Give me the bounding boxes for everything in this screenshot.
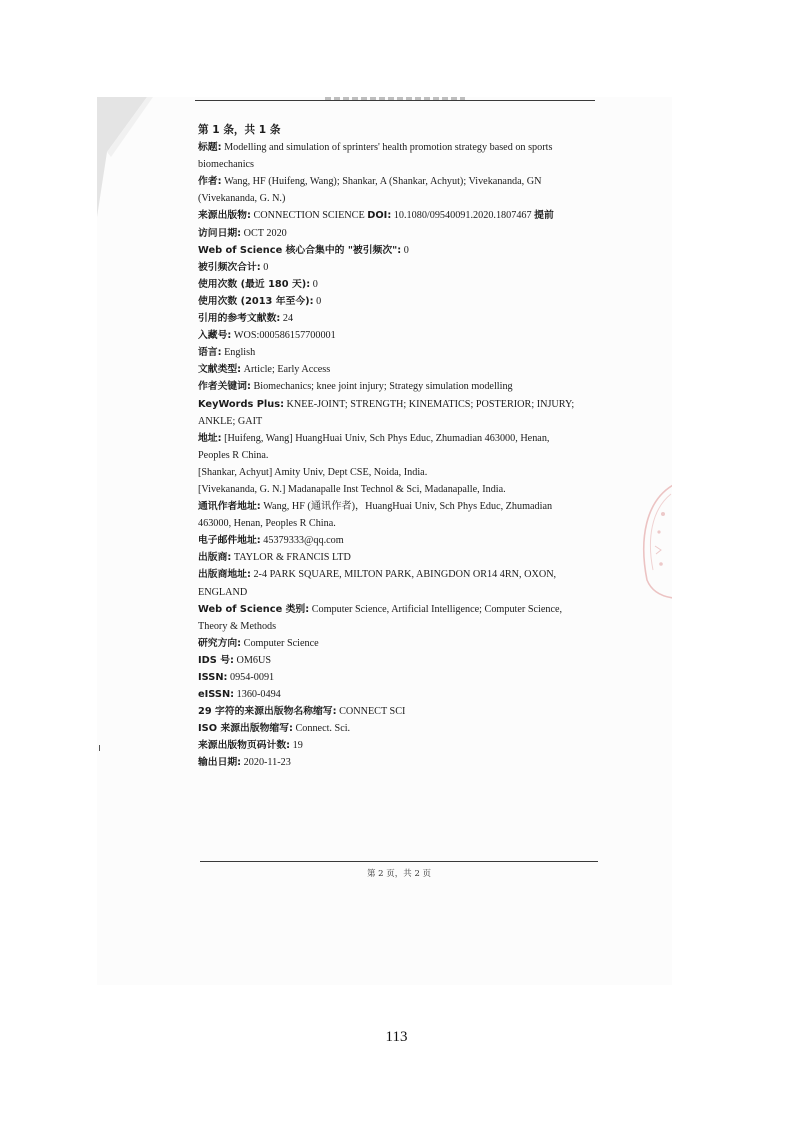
early-access-label-2: 访问日期: [198,227,242,239]
usage-2013-value: 0 [316,295,322,307]
doctype-value: Article; Early Access [243,364,331,376]
address-value-2: Peoples R China. [198,449,269,461]
output-date-label: 输出日期: [198,757,242,769]
eissn-label: eISSN: [198,689,235,701]
language-label: 语言: [198,347,222,359]
corresponding-address-label: 通讯作者地址: [198,501,261,513]
page-count-label: 来源出版物页码计数: [198,740,291,752]
category-value-2: Theory & Methods [198,620,277,632]
email-value: 45379333@qq.com [263,535,344,547]
keywords-plus-label: KeyWords Plus: [198,398,284,410]
research-area-label: 研究方向: [198,637,242,649]
wos-record [198,122,598,772]
refs-label: 引用的参考文献数: [198,313,281,325]
footer-page-of: 第 2 页，共 2 页 [366,869,432,879]
email-label: 电子邮件地址: [198,535,261,547]
address-value-3: [Shankar, Achyut] Amity Univ, Dept CSE, Noida, India. [198,466,428,478]
corresponding-address-value-2: 463000, Henan, Peoples R China. [198,518,336,530]
category-label: Web of Science 类别: [198,603,310,615]
doi-value: 10.1080/09540091.2020.1807467 [393,210,532,222]
title-label: 标题: [198,142,222,154]
research-area-value: Computer Science [243,637,319,649]
iso-abbr-value: Connect. Sci. [295,723,351,735]
ids-label: IDS 号: [198,654,234,666]
publisher-address-value-1: 2-4 PARK SQUARE, MILTON PARK, ABINGDON OR14 4RN, OXON, [253,569,557,581]
total-cited-value: 0 [263,261,269,273]
author-value-2: (Vivekananda, G. N.) [198,193,286,205]
title-value-1: Modelling and simulation of sprinters' health promotion strategy based on sports [224,142,553,154]
author-label: 作者: [198,176,222,188]
wos-cited-value: 0 [403,244,409,256]
abbr29-label: 29 字符的来源出版物名称缩写: [198,706,337,718]
refs-value: 24 [282,313,294,325]
issn-value: 0954-0091 [229,672,275,683]
abbr29-value: CONNECT SCI [339,706,406,718]
total-cited-label: 被引频次合计: [198,261,261,273]
publisher-address-value-2: ENGLAND [198,586,248,598]
keywords-plus-value-1: KNEE-JOINT; STRENGTH; KINEMATICS; POSTERIOR; INJURY; [286,398,575,410]
address-label: 地址: [198,432,222,444]
address-value-4: [Vivekananda, G. N.] Madanapalle Inst Technol & Sci, Madanapalle, India. [198,483,506,495]
keywords-label: 作者关键词: [198,381,251,393]
scan-speck [99,745,100,751]
early-access-label-1: 提前 [534,210,554,222]
output-date-value: 2020-11-23 [243,757,291,769]
accession-value: WOS:000586157700001 [233,330,336,342]
source-label: 来源出版物: [198,210,251,222]
doctype-label: 文献类型: [198,364,242,376]
iso-abbr-label: ISO 来源出版物缩写: [198,723,293,735]
usage-180-label: 使用次数 (最近 180 天): [198,278,311,290]
usage-180-value: 0 [312,278,318,290]
wos-cited-label: Web of Science 核心合集中的 "被引频次": [198,244,402,256]
publisher-value: TAYLOR & FRANCIS LTD [233,552,351,564]
red-seal-stamp [637,480,672,600]
doi-label: DOI: [367,210,392,222]
publisher-label: 出版商: [198,552,232,564]
usage-2013-label: 使用次数 (2013 年至今): [198,295,314,307]
address-value-1: [Huifeng, Wang] HuangHuai Univ, Sch Phys Educ, Zhumadian 463000, Henan, [224,432,550,444]
document-page-number: 113 [385,1029,408,1045]
page-count-value: 19 [292,740,303,752]
early-access-value: OCT 2020 [243,227,287,239]
category-value-1: Computer Science, Artificial Intelligence; Computer Science, [311,603,563,615]
source-value: CONNECTION SCIENCE [253,210,365,222]
author-value-1: Wang, HF (Huifeng, Wang); Shankar, A (Shankar, Achyut); Vivekananda, GN [224,176,542,188]
keywords-plus-value-2: ANKLE; GAIT [198,415,263,427]
record-heading: 第 1 条，共 1 条 [198,124,281,136]
ids-value: OM6US [236,654,272,666]
title-value-2: biomechanics [198,159,255,171]
scanned-page [97,97,672,985]
eissn-value: 1360-0494 [236,689,281,701]
accession-label: 入藏号: [198,330,232,342]
language-value: English [224,347,256,359]
corresponding-address-value-1: Wang, HF (通讯作者)，HuangHuai Univ, Sch Phys Educ, Zhumadian [263,501,553,513]
issn-label: ISSN: [198,672,228,683]
bottom-rule [200,861,598,862]
keywords-value: Biomechanics; knee joint injury; Strategy simulation modelling [253,381,513,393]
top-rule [195,100,595,101]
publisher-address-label: 出版商地址: [198,569,251,581]
